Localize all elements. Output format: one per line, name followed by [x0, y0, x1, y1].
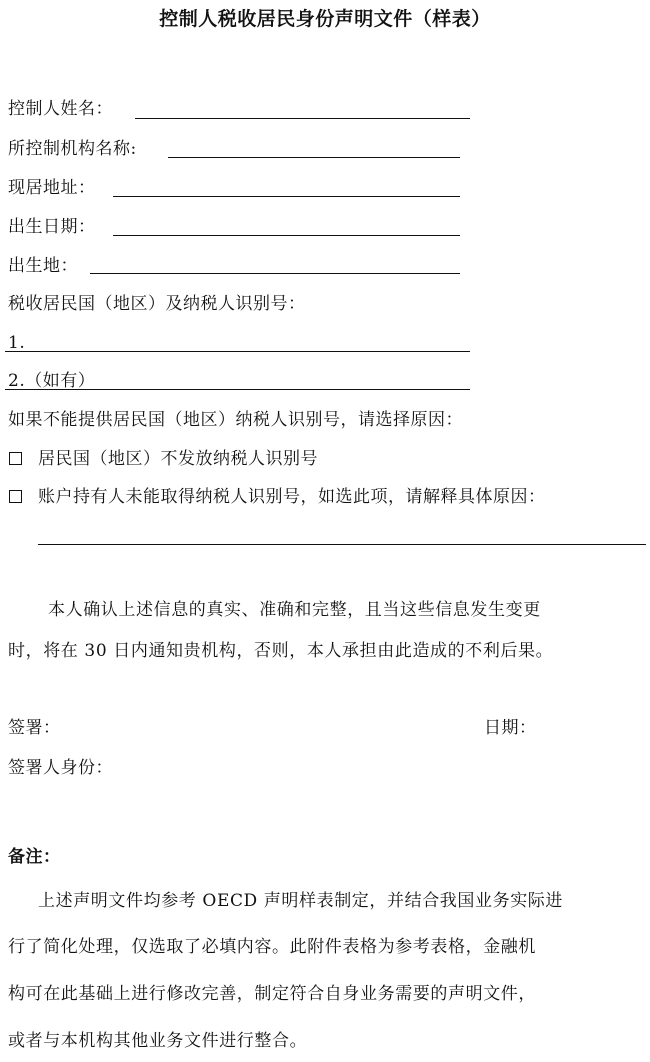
reason-prompt: 如果不能提供居民国（地区）纳税人识别号，请选择原因： [8, 410, 463, 430]
tax-residence-label: 税收居民国（地区）及纳税人识别号： [8, 294, 306, 314]
signature-label: 签署： [8, 718, 61, 738]
notes-line-4: 或者与本机构其他业务文件进行整合。 [8, 1031, 308, 1051]
birth-place-label: 出生地： [8, 256, 78, 276]
tax-item-1-label: 1. [8, 333, 26, 353]
tax-item-2-label: 2.（如有） [8, 371, 96, 391]
reason-2-label: 账户持有人未能取得纳税人识别号，如选此项，请解释具体原因： [38, 487, 546, 507]
reason-1-checkbox[interactable] [9, 452, 22, 465]
tax-item-1-input-line[interactable] [5, 351, 470, 352]
name-input-line[interactable] [135, 118, 470, 119]
address-label: 现居地址： [8, 178, 96, 198]
reason-explanation-line[interactable] [38, 544, 646, 545]
notes-line-1: 上述声明文件均参考 OECD 声明样表制定，并结合我国业务实际进 [38, 891, 563, 911]
signer-identity-label: 签署人身份： [8, 758, 113, 778]
institution-label: 所控制机构名称: [8, 139, 137, 159]
document-title: 控制人税收居民身份声明文件（样表） [159, 8, 491, 30]
notes-heading: 备注： [8, 847, 61, 867]
reason-2-checkbox[interactable] [9, 490, 22, 503]
name-label: 控制人姓名： [8, 99, 113, 119]
institution-input-line[interactable] [168, 157, 460, 158]
date-label: 日期： [484, 718, 537, 738]
reason-1-label: 居民国（地区）不发放纳税人识别号 [38, 449, 318, 469]
notes-line-3: 构可在此基础上进行修改完善，制定符合自身业务需要的声明文件， [8, 984, 536, 1004]
confirmation-line-2: 时，将在 30 日内通知贵机构，否则，本人承担由此造成的不利后果。 [8, 641, 554, 661]
address-input-line[interactable] [113, 196, 460, 197]
birth-place-input-line[interactable] [90, 273, 460, 274]
tax-item-2-input-line[interactable] [5, 389, 470, 390]
birth-date-label: 出生日期： [8, 217, 96, 237]
confirmation-line-1: 本人确认上述信息的真实、准确和完整，且当这些信息发生变更 [48, 600, 541, 620]
birth-date-input-line[interactable] [113, 235, 460, 236]
notes-line-2: 行了简化处理，仅选取了必填内容。此附件表格为参考表格，金融机 [8, 937, 536, 957]
